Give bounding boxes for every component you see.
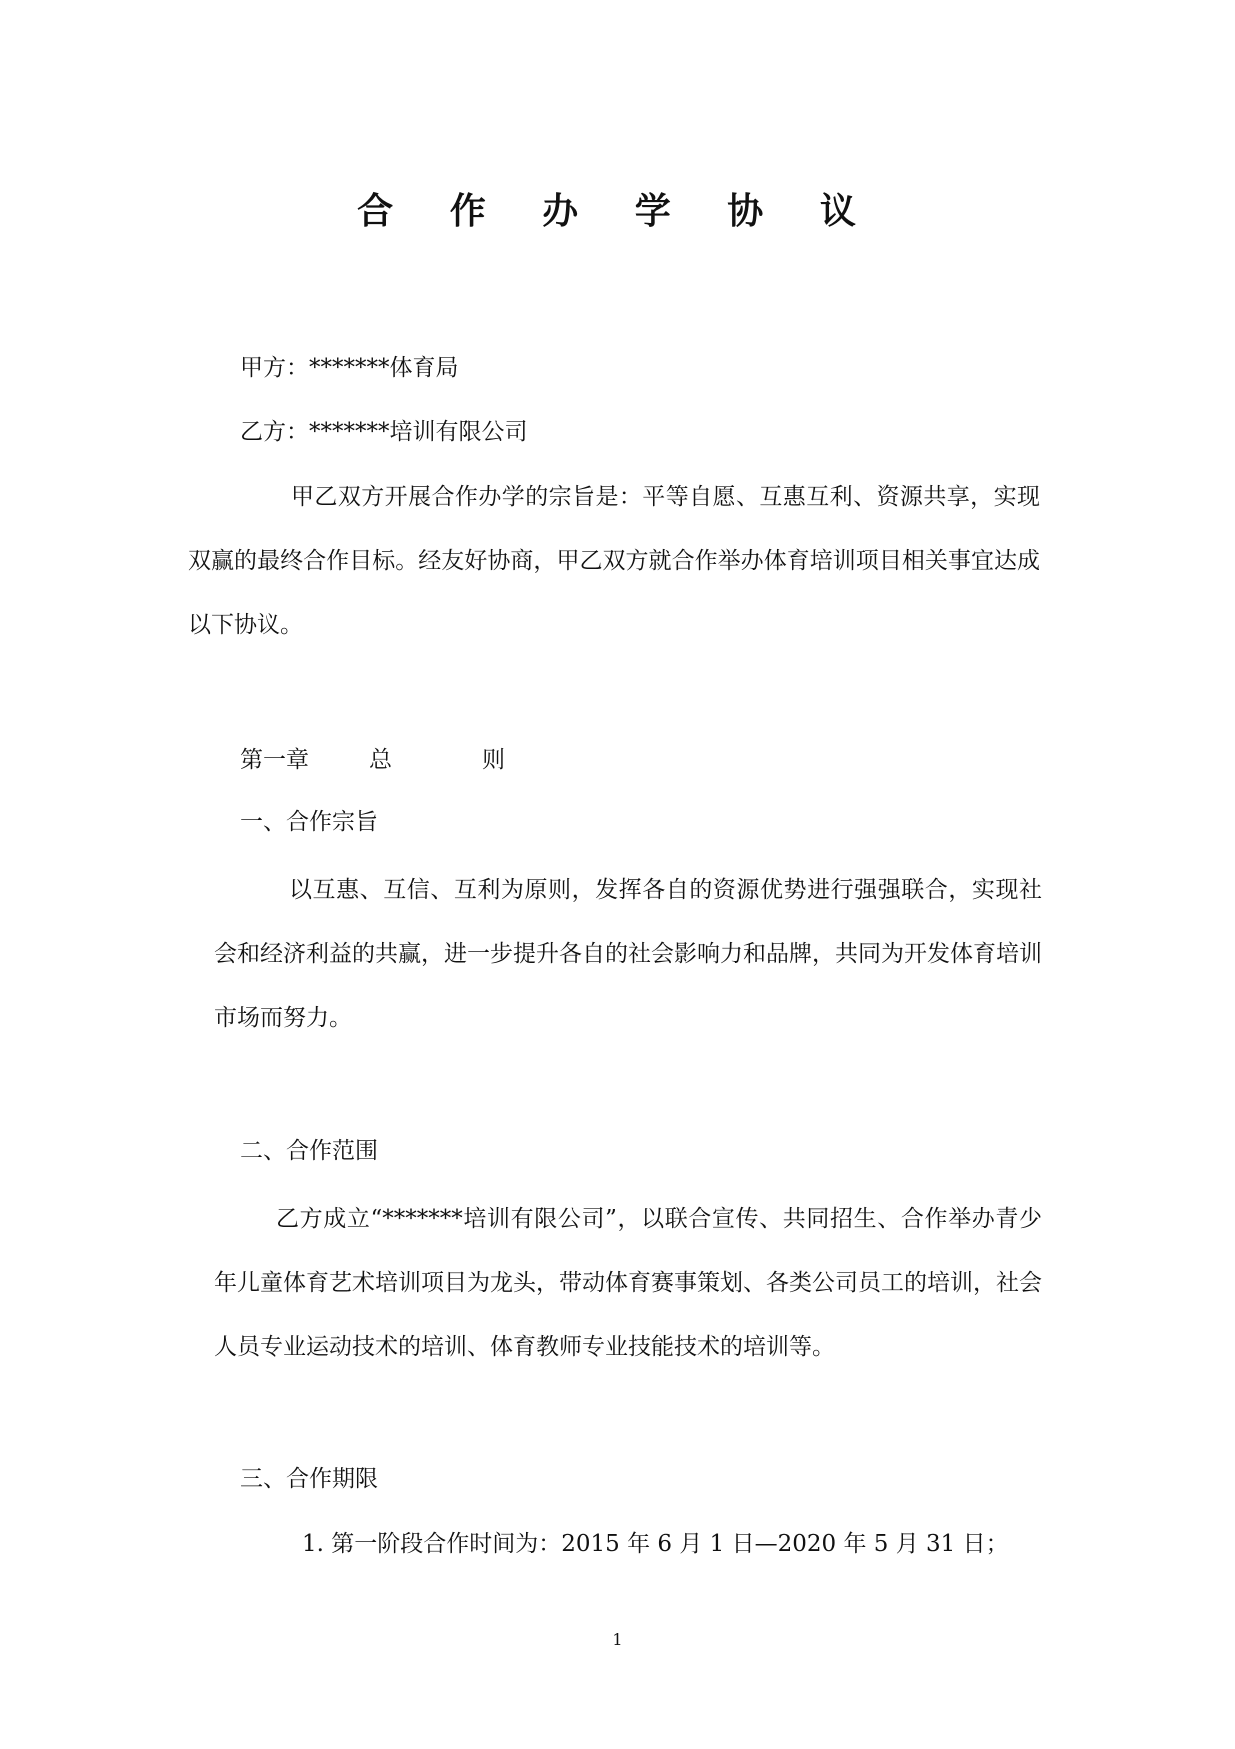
section-heading: 三、合作期限 (240, 1466, 378, 1492)
preamble-paragraph: 甲乙双方开展合作办学的宗旨是：平等自愿、互惠互利、资源共享，实现双赢的最终合作目标。经友好协商，甲乙双方就合作举办体育培训项目相关事宜达成以下协议。 (188, 484, 1040, 638)
page-number: 1 (612, 1630, 623, 1649)
party-b: 乙方：*******培训有限公司 (240, 419, 528, 445)
section-heading: 二、合作范围 (240, 1138, 378, 1164)
party-a: 甲方：*******体育局 (240, 355, 459, 381)
chapter-number: 第一章 (240, 747, 309, 773)
section-heading: 一、合作宗旨 (240, 809, 378, 835)
document-title: 合 作 办 学 协 议 (357, 191, 878, 232)
chapter-name-part1: 总 (369, 747, 392, 773)
list-item: 1. 第一阶段合作时间为：2015 年 6 月 1 日—2020 年 5 月 31 日； (302, 1531, 1009, 1557)
section-body: 乙方成立“*******培训有限公司”，以联合宣传、共同招生、合作举办青少年儿童体育艺术培训项目为龙头，带动体育赛事策划、各类公司员工的培训，社会人员专业运动技术的培训、体育教师专业技能技术的培训等。 (214, 1206, 1042, 1360)
chapter-heading (240, 744, 505, 776)
chapter-name-part2: 则 (482, 747, 505, 773)
section-body: 以互惠、互信、互利为原则，发挥各自的资源优势进行强强联合，实现社会和经济利益的共赢，进一步提升各自的社会影响力和品牌，共同为开发体育培训市场而努力。 (214, 877, 1042, 1031)
